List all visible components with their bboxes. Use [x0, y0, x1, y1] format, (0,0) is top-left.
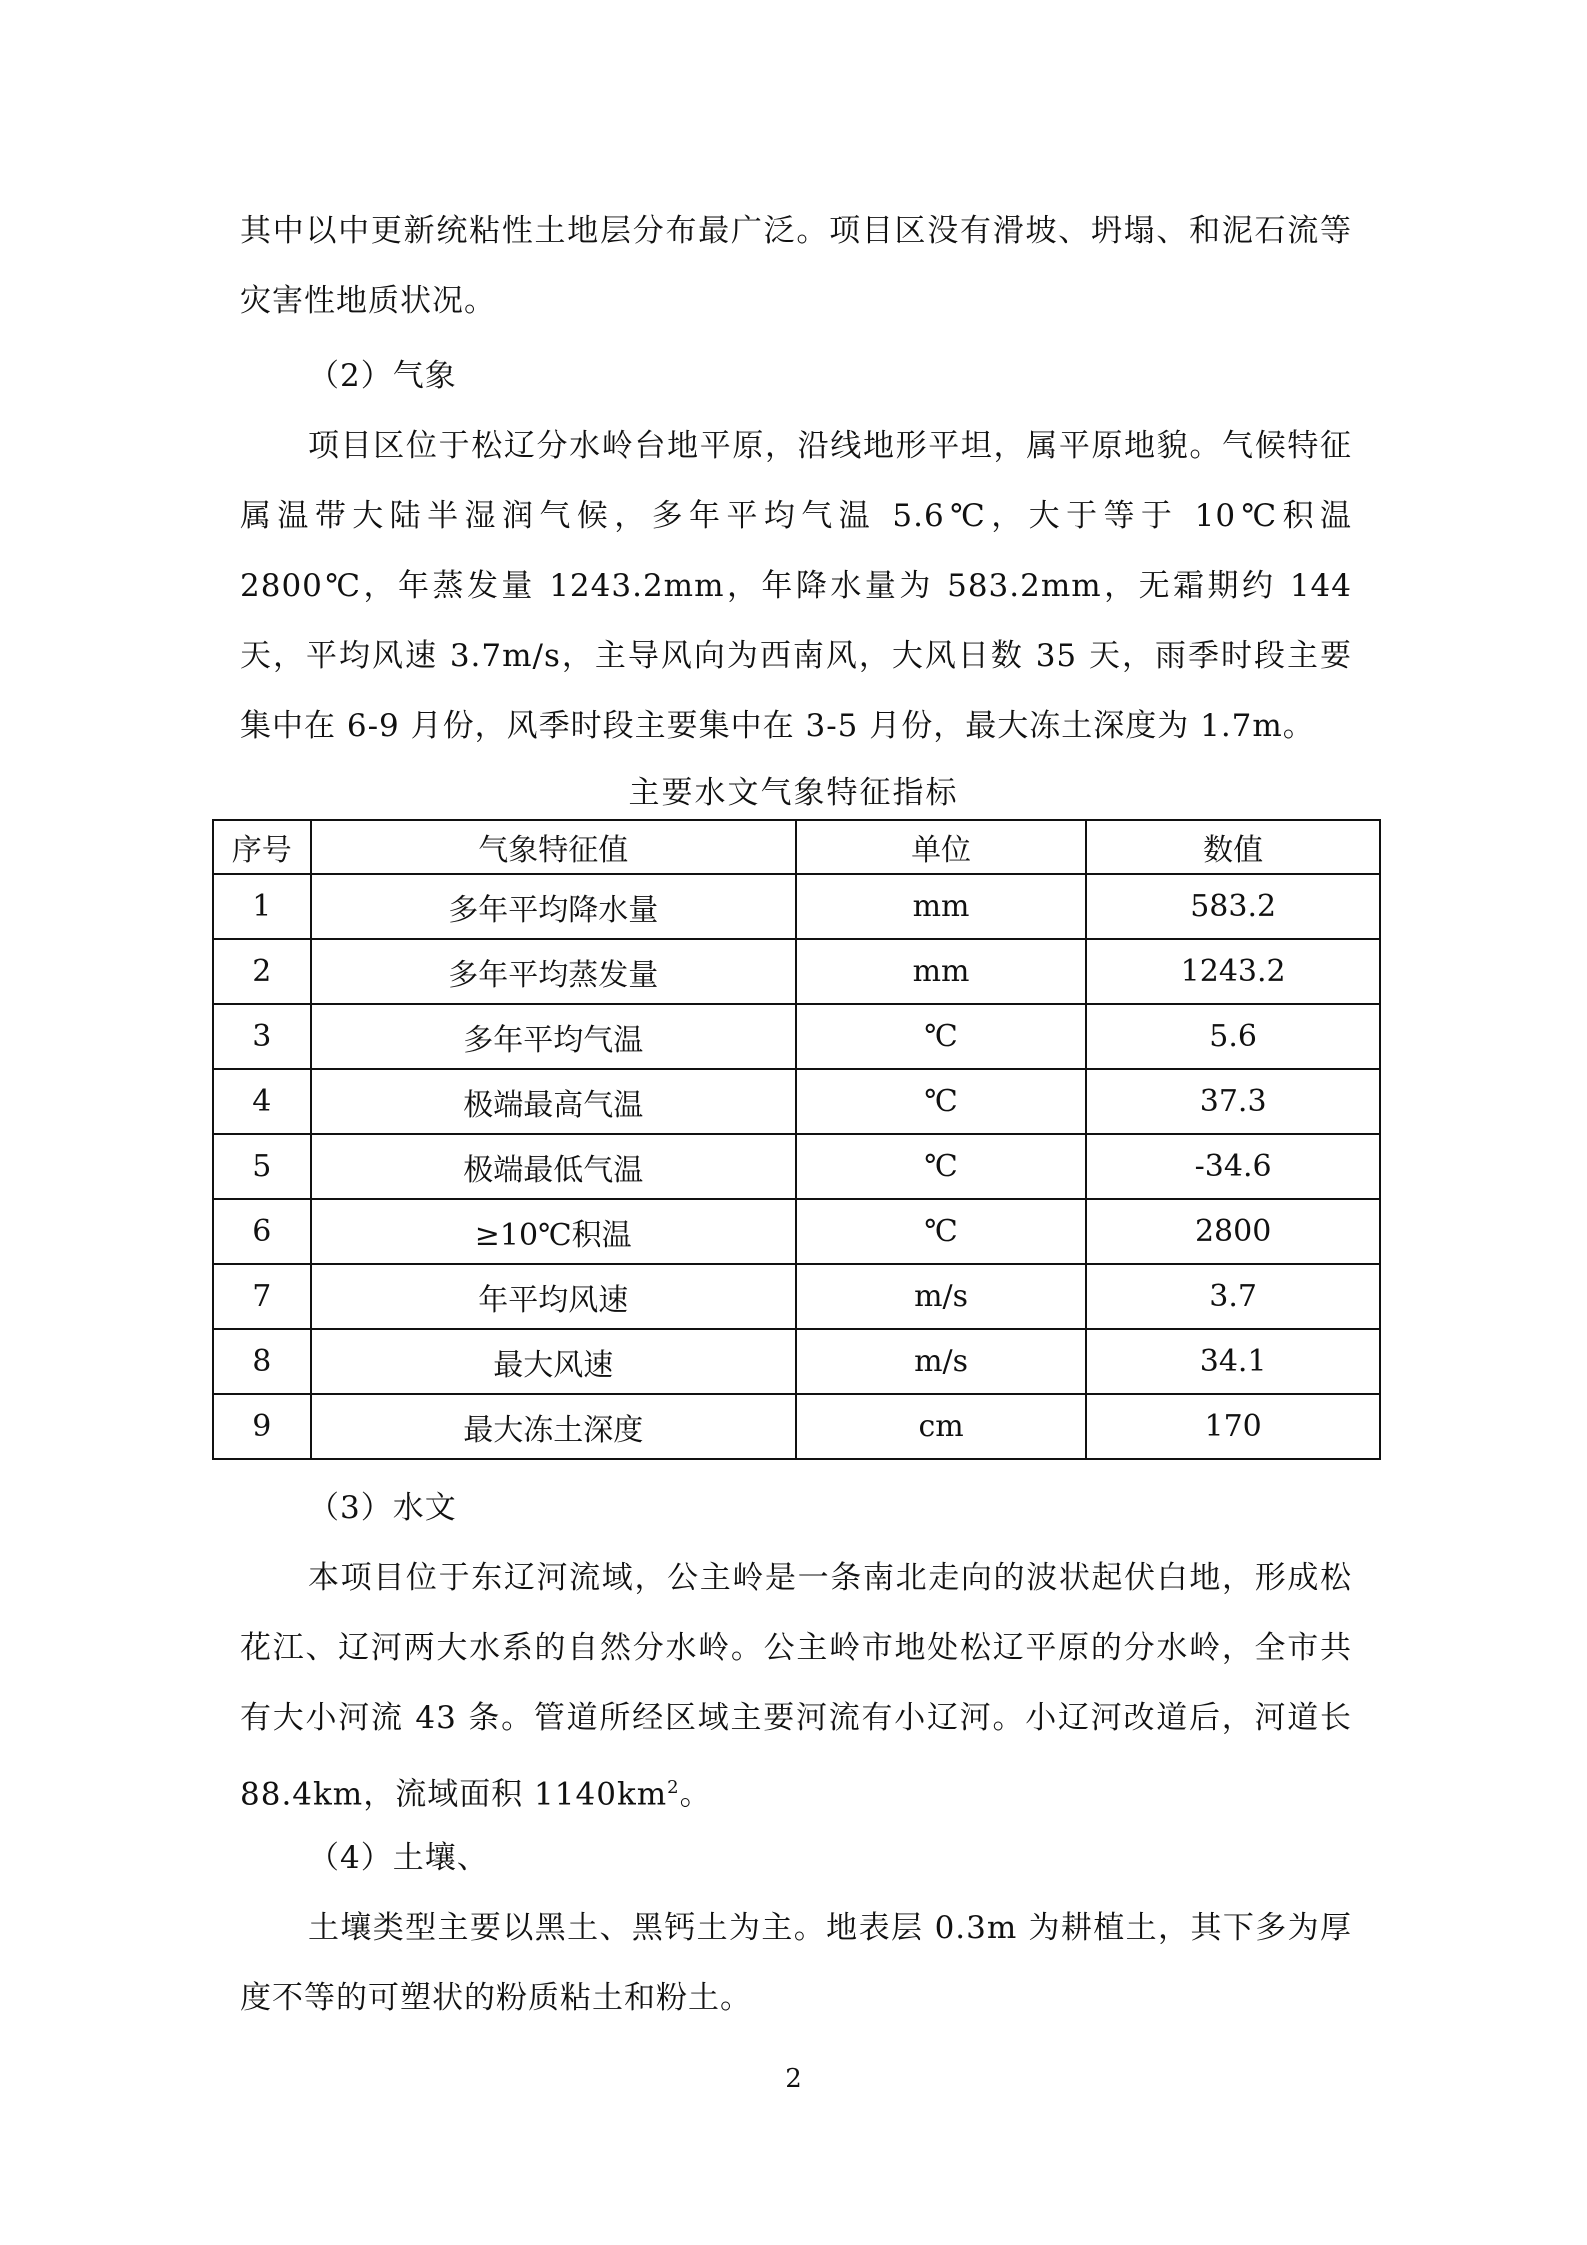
header-unit: 单位	[796, 820, 1086, 874]
paragraph-climate: 项目区位于松辽分水岭台地平原，沿线地形平坦，属平原地貌。气候特征属温带大陆半湿润气候，多年平均气温 5.6℃，大于等于 10℃积温 2800℃，年蒸发量 1243.2mm，年降水量为 583.2mm，无霜期约 144 天，平均风速 3.7m/s，主导风向为西南风，大风日数 35 天，雨季时段主要集中在 6-9 月份，风季时段主要集中在 3-5 月份，最大冻土深度为 1.7m。	[240, 428, 1352, 744]
cell-index: 5	[213, 1134, 311, 1199]
cell-unit: ℃	[796, 1069, 1086, 1134]
cell-feature: 最大冻土深度	[311, 1394, 796, 1459]
hydrology-text: 本项目位于东辽河流域，公主岭是一条南北走向的波状起伏白地，形成松花江、辽河两大水系的自然分水岭。公主岭市地处松辽平原的分水岭，全市共有大小河流 43 条。管道所经区域主要河流有小辽河。小辽河改道后，河道长 88.4km，流域面积 1140km	[240, 1560, 1352, 1813]
cell-feature: 多年平均气温	[311, 1004, 796, 1069]
cell-value: -34.6	[1086, 1134, 1380, 1199]
cell-unit: mm	[796, 939, 1086, 1004]
cell-feature: 极端最低气温	[311, 1134, 796, 1199]
cell-unit: cm	[796, 1394, 1086, 1459]
paragraph-soil: 土壤类型主要以黑土、黑钙土为主。地表层 0.3m 为耕植土，其下多为厚度不等的可塑状的粉质粘土和粉土。	[240, 1910, 1352, 2016]
cell-index: 3	[213, 1004, 311, 1069]
cell-value: 1243.2	[1086, 939, 1380, 1004]
cell-index: 8	[213, 1329, 311, 1394]
superscript-exponent: 2	[667, 1777, 680, 1798]
cell-value: 3.7	[1086, 1264, 1380, 1329]
cell-value: 583.2	[1086, 874, 1380, 939]
cell-index: 1	[213, 874, 311, 939]
heading-soil: （4）土壤、	[308, 1840, 489, 1876]
header-index: 序号	[213, 820, 311, 874]
cell-value: 34.1	[1086, 1329, 1380, 1394]
table-caption: 主要水文气象特征指标	[628, 775, 959, 811]
heading-hydrology: （3）水文	[308, 1490, 457, 1526]
header-feature: 气象特征值	[311, 820, 796, 874]
table-row	[213, 939, 1380, 1004]
table-row	[213, 1394, 1380, 1459]
page-number: 2	[785, 2064, 802, 2094]
cell-value: 2800	[1086, 1199, 1380, 1264]
cell-index: 7	[213, 1264, 311, 1329]
table-row	[213, 1264, 1380, 1329]
cell-value: 170	[1086, 1394, 1380, 1459]
cell-unit: ℃	[796, 1004, 1086, 1069]
cell-unit: mm	[796, 874, 1086, 939]
hydrology-text-end: 。	[679, 1776, 712, 1813]
paragraph-hydrology	[240, 1543, 1352, 1829]
cell-unit: ℃	[796, 1199, 1086, 1264]
cell-feature: 年平均风速	[311, 1264, 796, 1329]
cell-unit: ℃	[796, 1134, 1086, 1199]
cell-feature: ≥10℃积温	[311, 1199, 796, 1264]
cell-value: 5.6	[1086, 1004, 1380, 1069]
table-row	[213, 1004, 1380, 1069]
cell-feature: 多年平均降水量	[311, 874, 796, 939]
table-header-row	[213, 820, 1380, 874]
header-value: 数值	[1086, 820, 1380, 874]
cell-index: 4	[213, 1069, 311, 1134]
cell-unit: m/s	[796, 1264, 1086, 1329]
cell-feature: 多年平均蒸发量	[311, 939, 796, 1004]
cell-unit: m/s	[796, 1329, 1086, 1394]
cell-feature: 最大风速	[311, 1329, 796, 1394]
cell-value: 37.3	[1086, 1069, 1380, 1134]
table-row	[213, 1134, 1380, 1199]
table-row	[213, 1199, 1380, 1264]
heading-climate: （2）气象	[308, 358, 457, 394]
cell-index: 2	[213, 939, 311, 1004]
table-row	[213, 1069, 1380, 1134]
cell-feature: 极端最高气温	[311, 1069, 796, 1134]
cell-index: 6	[213, 1199, 311, 1264]
table-row	[213, 874, 1380, 939]
cell-index: 9	[213, 1394, 311, 1459]
climate-table	[212, 819, 1381, 1460]
paragraph-geology-end: 其中以中更新统粘性土地层分布最广泛。项目区没有滑坡、坍塌、和泥石流等灾害性地质状况。	[240, 213, 1352, 319]
table-row	[213, 1329, 1380, 1394]
